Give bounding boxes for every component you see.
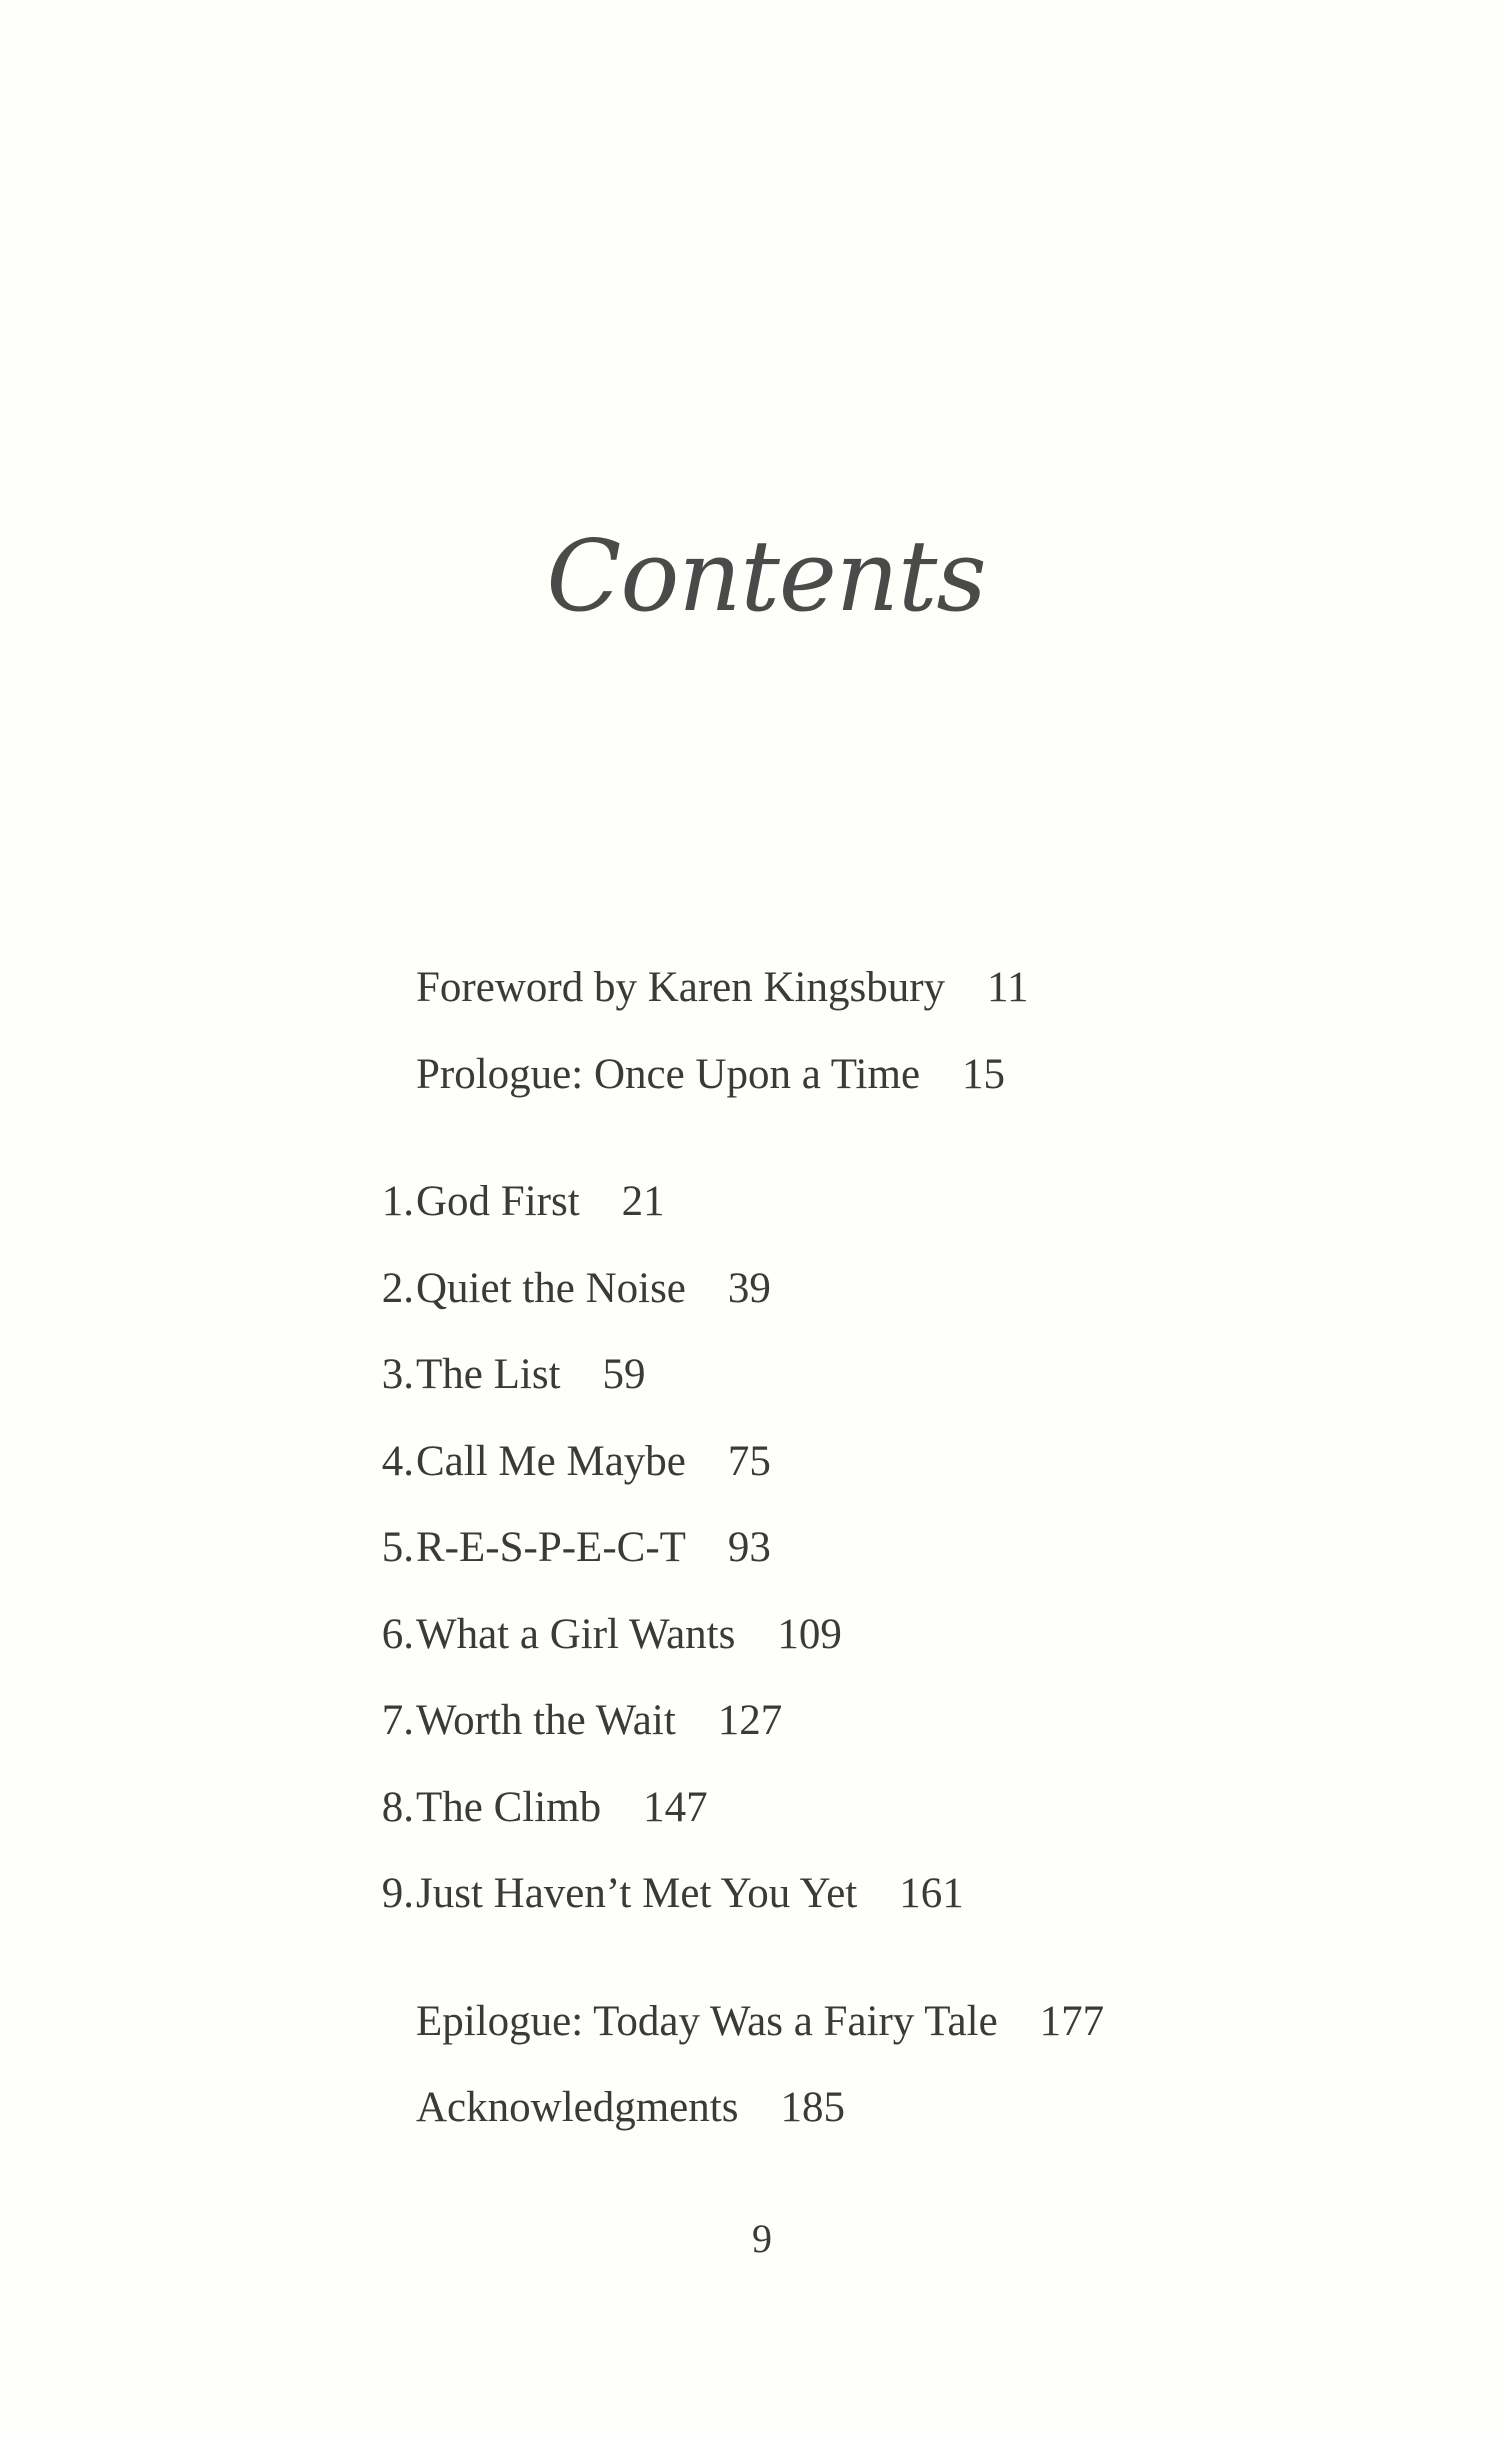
entry-title: Prologue: Once Upon a Time	[416, 1051, 921, 1098]
toc-entry-chapter-7[interactable]	[381, 1691, 783, 1751]
entry-title: What a Girl Wants	[416, 1611, 736, 1658]
entry-title: Worth the Wait	[416, 1697, 676, 1744]
chapter-number: 9.	[381, 1870, 414, 1917]
toc-entry-foreword[interactable]	[416, 958, 1028, 1018]
chapter-number: 3.	[381, 1351, 414, 1398]
entry-title: The Climb	[416, 1784, 602, 1831]
chapter-number: 4.	[381, 1438, 414, 1485]
toc-entry-chapter-4[interactable]	[381, 1432, 771, 1492]
toc-entry-chapter-2[interactable]	[381, 1259, 771, 1319]
toc-entry-chapter-6[interactable]	[381, 1605, 842, 1665]
entry-page-number: 109	[777, 1611, 842, 1658]
entry-page-number: 161	[899, 1870, 964, 1917]
chapter-number: 2.	[381, 1265, 414, 1312]
toc-entry-chapter-3[interactable]	[381, 1345, 646, 1405]
entry-page-number: 11	[987, 964, 1029, 1011]
toc-entry-chapter-9[interactable]	[381, 1864, 964, 1924]
entry-title: R-E-S-P-E-C-T	[416, 1524, 686, 1571]
toc-entry-chapter-1[interactable]	[381, 1172, 665, 1232]
entry-page-number: 185	[780, 2084, 845, 2131]
toc-entry-prologue[interactable]	[416, 1045, 1005, 1105]
entry-title: Foreword by Karen Kingsbury	[416, 964, 946, 1011]
entry-title: Call Me Maybe	[416, 1438, 686, 1485]
entry-page-number: 15	[962, 1051, 1006, 1098]
toc-entry-acknowledgments[interactable]	[416, 2078, 845, 2138]
entry-title: Just Haven’t Met You Yet	[416, 1870, 858, 1917]
toc-entry-chapter-8[interactable]	[381, 1778, 708, 1838]
chapter-number: 8.	[381, 1784, 414, 1831]
chapter-number: 7.	[381, 1697, 414, 1744]
entry-page-number: 75	[727, 1438, 771, 1485]
entry-page-number: 59	[602, 1351, 646, 1398]
chapter-number: 5.	[381, 1524, 414, 1571]
entry-title: Epilogue: Today Was a Fairy Tale	[416, 1998, 998, 2045]
entry-page-number: 127	[717, 1697, 783, 1744]
entry-title: Quiet the Noise	[416, 1265, 686, 1312]
toc-entry-chapter-5[interactable]	[381, 1518, 771, 1578]
chapter-number: 6.	[381, 1611, 414, 1658]
entry-title: God First	[416, 1178, 580, 1225]
entry-page-number: 93	[727, 1524, 771, 1571]
chapter-number: 1.	[381, 1178, 414, 1225]
entry-title: Acknowledgments	[416, 2084, 739, 2131]
entry-page-number: 147	[643, 1784, 708, 1831]
entry-page-number: 39	[727, 1265, 771, 1312]
entry-page-number: 177	[1039, 1998, 1105, 2045]
toc-entry-epilogue[interactable]	[416, 1992, 1104, 2052]
page-title: Contents	[546, 520, 986, 634]
page-number: 9	[752, 2216, 772, 2261]
entry-page-number: 21	[621, 1178, 665, 1225]
entry-title: The List	[416, 1351, 561, 1398]
